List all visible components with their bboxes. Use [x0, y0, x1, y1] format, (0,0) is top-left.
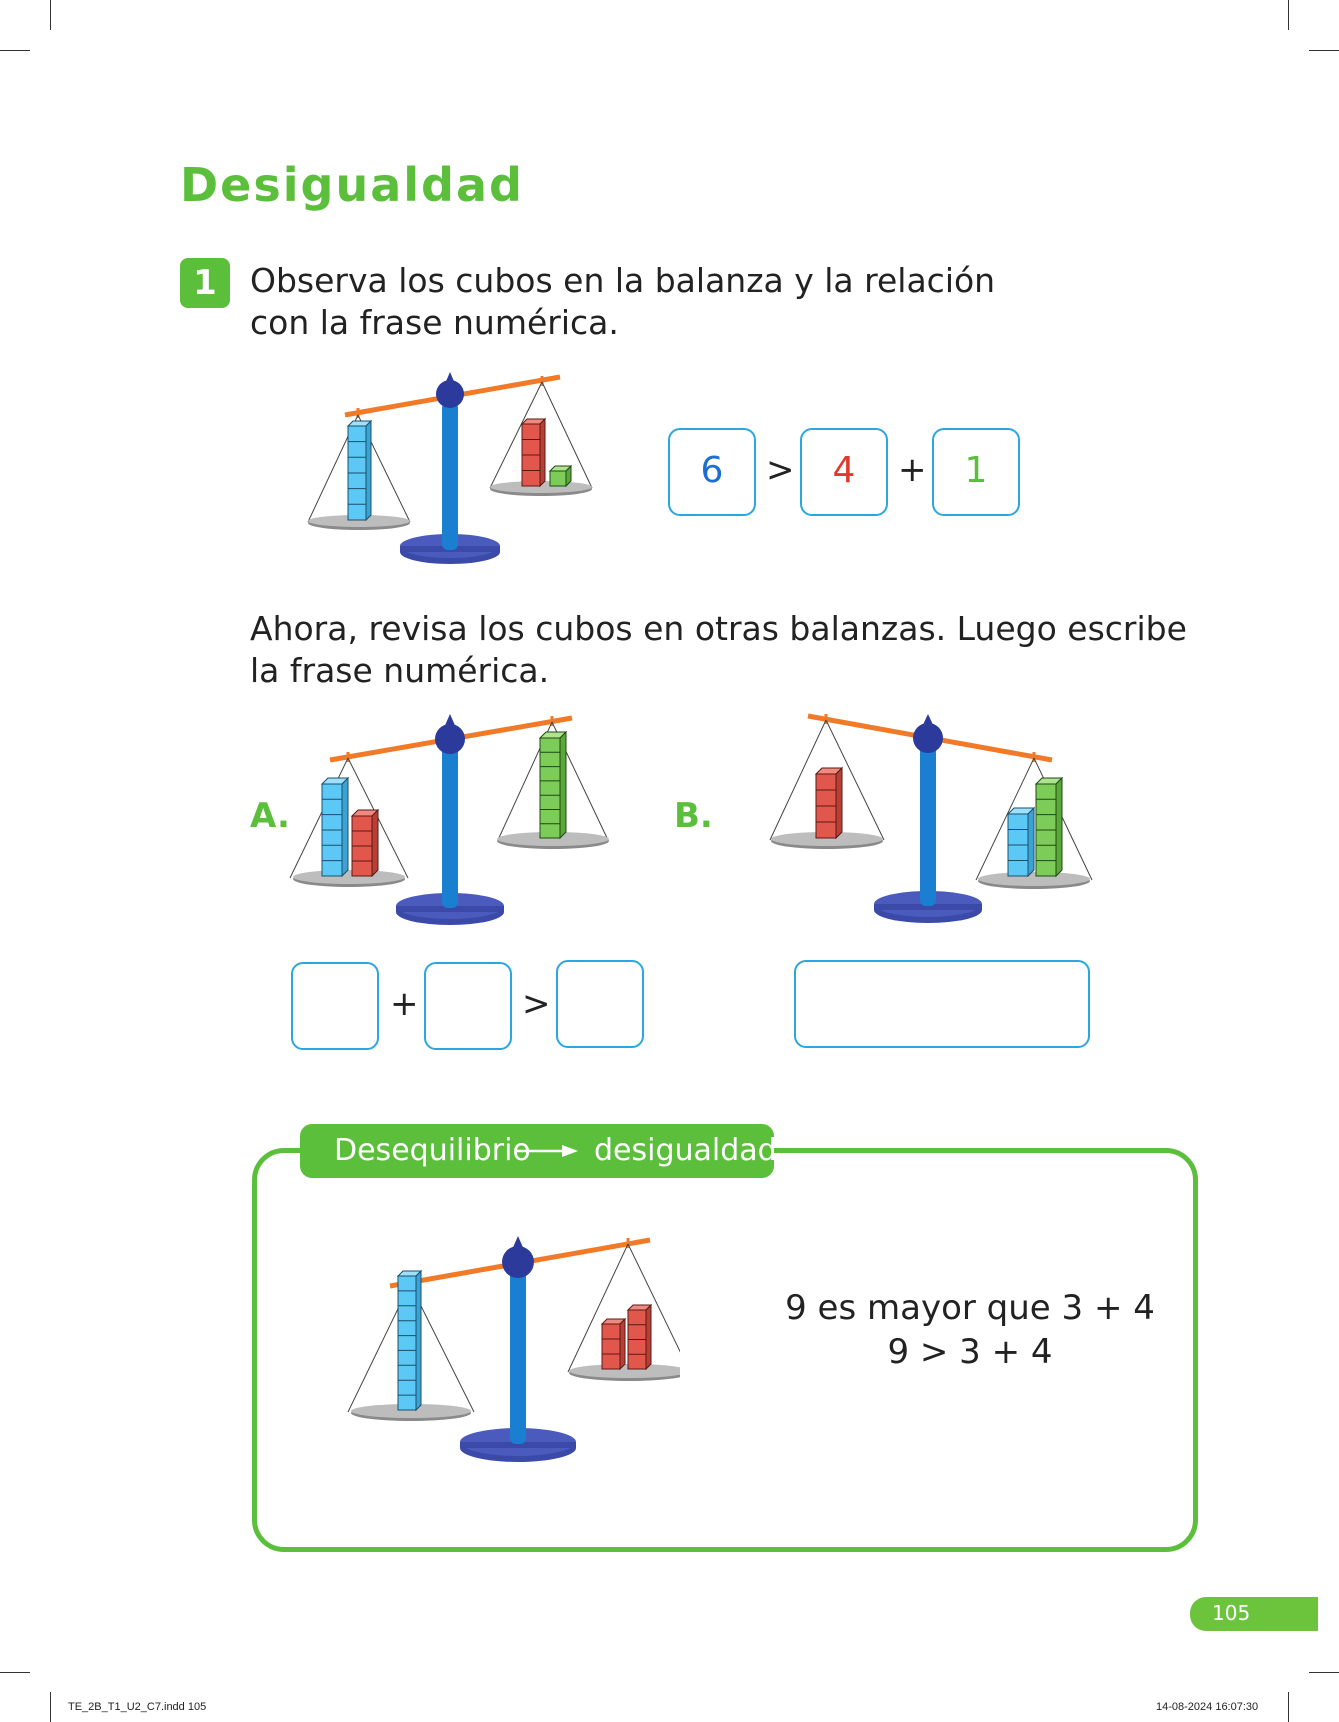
instruction-2 [250, 608, 1187, 692]
balance-scale-a [282, 708, 622, 930]
concept-tab [300, 1124, 777, 1178]
example-operator-greater: > [766, 450, 795, 490]
green-cube-stack [1036, 778, 1062, 876]
label-b: B. [674, 796, 713, 836]
answer-a-box-2[interactable] [424, 962, 512, 1050]
concept-statement [760, 1286, 1180, 1374]
blue-cube-stack [398, 1271, 421, 1410]
crop-mark [1309, 1672, 1339, 1673]
green-cube-stack [540, 732, 566, 838]
answer-a-box-3[interactable] [556, 960, 644, 1048]
instruction-2-line-1: Ahora, revisa los cubos en otras balanzas. Luego escribe [250, 609, 1187, 648]
crop-mark [1288, 1692, 1289, 1722]
red-cube-stack [816, 768, 842, 838]
page-title: Desigualdad [180, 158, 524, 212]
instruction-2-line-2: la frase numérica. [250, 651, 550, 690]
instruction-1-line-2: con la frase numérica. [250, 303, 619, 342]
answer-b-box[interactable] [794, 960, 1090, 1048]
red-cube-stack [628, 1305, 651, 1369]
answer-a-operator-greater: > [522, 984, 551, 1024]
instruction-1 [250, 260, 995, 344]
page-number: 105 [1212, 1601, 1251, 1625]
red-cube-stack [522, 419, 545, 486]
red-cube-stack [602, 1319, 625, 1369]
blue-cube-stack [322, 778, 348, 876]
red-cube-stack [352, 810, 378, 876]
crop-mark [50, 1692, 51, 1722]
answer-a-operator-plus: + [390, 984, 419, 1024]
crop-mark [0, 1672, 30, 1673]
concept-line-1: 9 es mayor que 3 + 4 [785, 1288, 1155, 1328]
example-operator-plus: + [898, 450, 927, 490]
green-cube [550, 466, 571, 486]
balance-scale-concept [340, 1226, 680, 1472]
crop-mark [0, 50, 30, 51]
blue-cube-stack [1008, 808, 1034, 876]
page-number-bar [1190, 1597, 1318, 1631]
label-a: A. [250, 796, 290, 836]
crop-mark [1309, 50, 1339, 51]
footer-file-name: TE_2B_T1_U2_C7.indd 105 [68, 1701, 207, 1713]
concept-to: desigualdad [594, 1133, 777, 1168]
example-box-b: 4 [800, 428, 888, 516]
example-box-a: 6 [668, 428, 756, 516]
balance-scale-b [762, 704, 1102, 934]
crop-mark [1288, 0, 1289, 30]
footer-timestamp: 14-08-2024 16:07:30 [1156, 1701, 1259, 1713]
answer-a-box-1[interactable] [291, 962, 379, 1050]
instruction-1-line-1: Observa los cubos en la balanza y la relación [250, 261, 996, 300]
balance-scale-example [300, 370, 620, 580]
blue-cube-stack [348, 421, 371, 520]
concept-line-2: 9 > 3 + 4 [887, 1332, 1053, 1372]
example-box-c: 1 [932, 428, 1020, 516]
concept-from: Desequilibrio [334, 1133, 531, 1168]
arrow-right-icon [514, 1144, 578, 1158]
crop-mark [50, 0, 51, 30]
exercise-number-badge: 1 [180, 258, 230, 308]
